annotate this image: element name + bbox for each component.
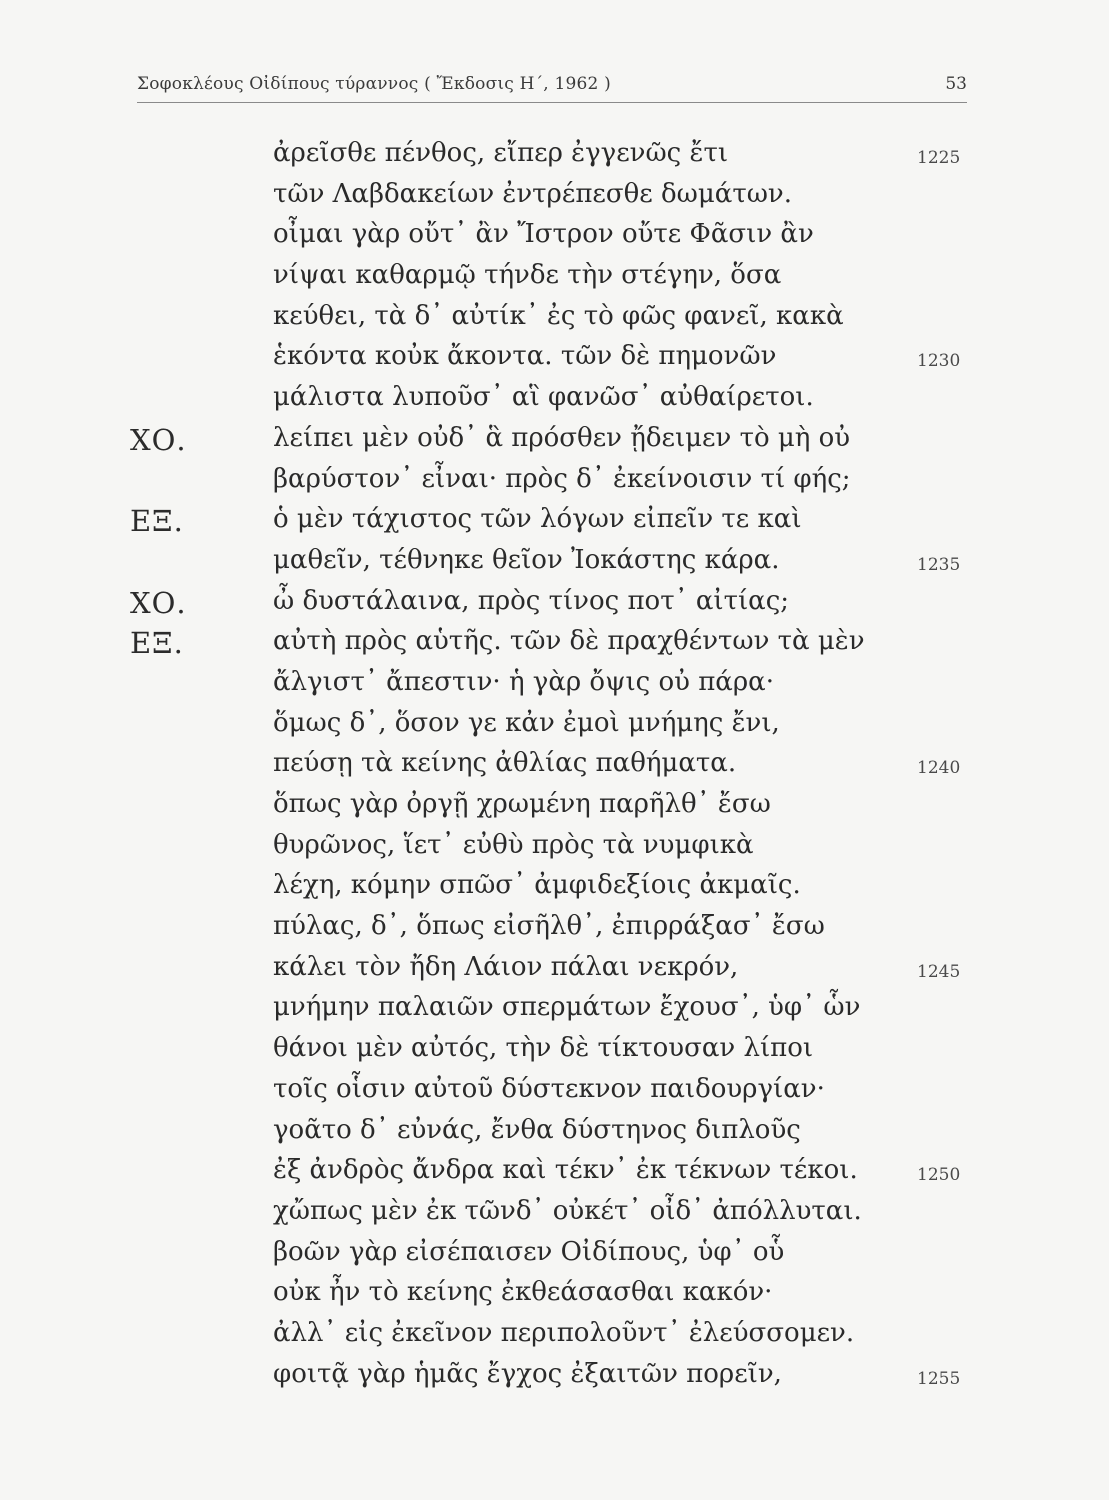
verse-line [0, 1355, 1109, 1396]
verse-line [0, 500, 1109, 541]
line-number: 1250 [917, 1165, 961, 1186]
page-header [137, 70, 967, 103]
verse-line [0, 1070, 1109, 1111]
line-number: 1230 [917, 351, 961, 372]
verse-line [0, 907, 1109, 948]
verse-text-line: ὅμως δ᾽, ὅσον γε κἀν ἐμοὶ μνήμης ἔνι, [273, 707, 780, 738]
line-number: 1245 [917, 961, 961, 982]
verse-line [0, 785, 1109, 826]
page-number: 53 [945, 74, 967, 94]
verse-line [0, 582, 1109, 623]
speaker-label: ΧΟ. [130, 422, 187, 457]
verse-text-line: ἄλγιστ᾽ ἄπεστιν· ἡ γὰρ ὄψις οὐ πάρα· [273, 666, 774, 697]
verse-line [0, 1111, 1109, 1152]
verse-text-line: ὦ δυστάλαινα, πρὸς τίνος ποτ᾽ αἰτίας; [273, 585, 790, 616]
verse-text-line: βαρύστον᾽ εἶναι· πρὸς δ᾽ ἐκείνοισιν τί φής; [273, 463, 851, 494]
verse-line [0, 866, 1109, 907]
verse-text-line: ἀλλ᾽ εἰς ἐκεῖνον περιπολοῦντ᾽ ἐλεύσσομεν. [273, 1317, 855, 1348]
verse-text-line: τοῖς οἷσιν αὐτοῦ δύστεκνον παιδουργίαν· [273, 1073, 825, 1104]
verse-text-line: ὁ μὲν τάχιστος τῶν λόγων εἰπεῖν τε καὶ [273, 504, 802, 535]
line-number: 1240 [917, 758, 961, 779]
verse-text-line: οὐκ ἦν τὸ κείνης ἐκθεάσασθαι κακόν· [273, 1277, 773, 1308]
verse-line [0, 826, 1109, 867]
verse-line [0, 460, 1109, 501]
verse-text-line: βοῶν γὰρ εἰσέπαισεν Οἰδίπους, ὑφ᾽ οὗ [273, 1236, 785, 1267]
verse-text-line: θάνοι μὲν αὐτός, τὴν δὲ τίκτουσαν λίποι [273, 1033, 814, 1064]
verse-line [0, 1314, 1109, 1355]
verse-text-line: μαθεῖν, τέθνηκε θεῖον Ἰοκάστης κάρα. [273, 544, 780, 575]
speaker-label: ΕΞ. [130, 504, 184, 539]
verse-text-line: ἀρεῖσθε πένθος, εἴπερ ἐγγενῶς ἔτι [273, 138, 729, 168]
verse-line [0, 134, 1109, 175]
line-number: 1235 [917, 554, 961, 575]
verse-text-line: θυρῶνος, ἵετ᾽ εὐθὺ πρὸς τὰ νυμφικὰ [273, 829, 754, 860]
speaker-label: ΕΞ. [130, 626, 184, 661]
verse-text [0, 134, 1109, 1395]
verse-line [0, 744, 1109, 785]
verse-text-line: φοιτᾷ γὰρ ἡμᾶς ἔγχος ἐξαιτῶν πορεῖν, [273, 1358, 782, 1389]
speaker-label: ΧΟ. [130, 585, 187, 620]
verse-text-line: αὐτὴ πρὸς αὑτῆς. τῶν δὲ πραχθέντων τὰ μὲν [273, 626, 865, 657]
verse-text-line: τῶν Λαβδακείων ἐντρέπεσθε δωμάτων. [273, 178, 792, 209]
verse-line [0, 663, 1109, 704]
verse-text-line: νίψαι καθαρμῷ τήνδε τὴν στέγην, ὅσα [273, 260, 782, 291]
verse-text-line: ἐξ ἀνδρὸς ἄνδρα καὶ τέκν᾽ ἐκ τέκνων τέκοι. [273, 1155, 858, 1186]
verse-line [0, 337, 1109, 378]
verse-text-line: κάλει τὸν ἤδη Λάιον πάλαι νεκρόν, [273, 951, 739, 982]
verse-line [0, 1029, 1109, 1070]
verse-line [0, 948, 1109, 989]
verse-line [0, 541, 1109, 582]
verse-line [0, 1192, 1109, 1233]
verse-text-line: μάλιστα λυποῦσ᾽ αἳ φανῶσ᾽ αὐθαίρετοι. [273, 382, 814, 413]
verse-line [0, 1273, 1109, 1314]
line-number: 1225 [917, 148, 961, 168]
verse-line [0, 704, 1109, 745]
verse-text-line: οἶμαι γὰρ οὔτ᾽ ἂν Ἴστρον οὔτε Φᾶσιν ἂν [273, 219, 814, 250]
verse-text-line: μνήμην παλαιῶν σπερμάτων ἔχουσ᾽, ὑφ᾽ ὧν [273, 992, 861, 1023]
verse-text-line: λέχη, κόμην σπῶσ᾽ ἀμφιδεξίοις ἀκμαῖς. [273, 870, 801, 901]
verse-text-line: χὤπως μὲν ἐκ τῶνδ᾽ οὐκέτ᾽ οἶδ᾽ ἀπόλλυται. [273, 1195, 862, 1226]
verse-line [0, 1151, 1109, 1192]
verse-line [0, 297, 1109, 338]
verse-line [0, 256, 1109, 297]
verse-text-line: γοᾶτο δ᾽ εὐνάς, ἔνθα δύστηνος διπλοῦς [273, 1114, 801, 1145]
verse-line [0, 988, 1109, 1029]
running-title: Σοφοκλέους Οἰδίπους τύραννος ( Ἔκδοσις Η΄, 1962 ) [137, 74, 612, 94]
verse-text-line: πεύσῃ τὰ κείνης ἀθλίας παθήματα. [273, 748, 737, 779]
verse-text-line: κεύθει, τὰ δ᾽ αὐτίκ᾽ ἐς τὸ φῶς φανεῖ, κακὰ [273, 300, 844, 331]
verse-text-line: πύλας, δ᾽, ὅπως εἰσῆλθ᾽, ἐπιρράξασ᾽ ἔσω [273, 911, 825, 942]
verse-line [0, 215, 1109, 256]
verse-line [0, 419, 1109, 460]
verse-line [0, 1233, 1109, 1274]
verse-text-line: λείπει μὲν οὐδ᾽ ἃ πρόσθεν ᾔδειμεν τὸ μὴ οὐ [273, 422, 851, 453]
verse-line [0, 378, 1109, 419]
line-number: 1255 [917, 1368, 961, 1389]
verse-text-line: ἑκόντα κοὐκ ἄκοντα. τῶν δὲ πημονῶν [273, 341, 777, 372]
verse-text-line: ὅπως γὰρ ὀργῇ χρωμένη παρῆλθ᾽ ἔσω [273, 789, 771, 819]
verse-line [0, 175, 1109, 216]
verse-line [0, 622, 1109, 663]
